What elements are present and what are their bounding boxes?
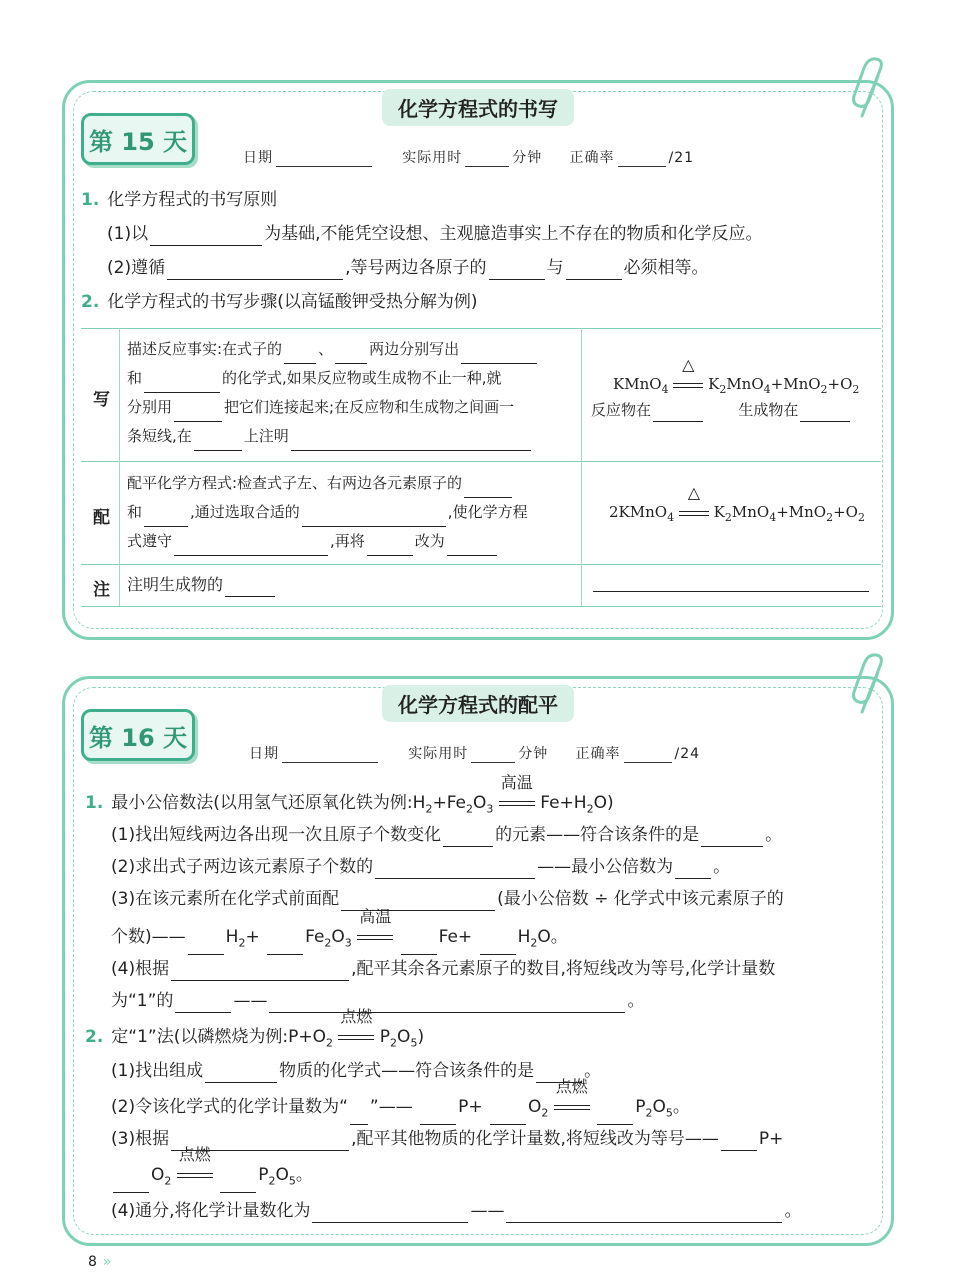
row-write-text: 描述反应事实:在式子的 、 两边分别写出 和 的化学式,如果反应物或生成物不止一种,就 分别用 把它们连接起来;在反应物和生成物之间画一 条短线,在 上注明	[127, 335, 539, 451]
q1-number: 1.	[81, 190, 100, 210]
heat-symbol: △	[682, 355, 695, 374]
blank[interactable]	[150, 227, 262, 246]
q2-number: 2.	[81, 292, 100, 312]
blank[interactable]	[597, 1106, 633, 1125]
q1-text: 化学方程式的书写原则	[107, 190, 278, 210]
table-row-divider	[81, 461, 881, 462]
blank[interactable]	[188, 936, 224, 955]
minutes-label: 分钟	[512, 150, 543, 166]
date-label: 日期	[243, 150, 273, 166]
blank[interactable]	[302, 508, 446, 527]
q1b-line: (2)遵循 ,等号两边各原子的 与 必须相等。	[107, 258, 709, 278]
q1b-line: (2)求出式子两边该元素原子个数的 ——最小公倍数为 。	[111, 857, 731, 877]
day16-title: 化学方程式的配平	[382, 685, 574, 722]
time-label: 实际用时	[402, 150, 463, 166]
row-note-text: 注明生成物的	[127, 573, 277, 597]
q2c2-line: $O_2$ 点燃 $P_2O_5$。	[111, 1163, 313, 1193]
blank[interactable]	[194, 432, 242, 451]
blank[interactable]	[291, 432, 531, 451]
paperclip-icon	[852, 56, 890, 124]
q2b-line: (2)令该化学式的化学计量数为“ ”—— $P+ O_2$ 点燃 $P_2O_5$。	[111, 1095, 690, 1125]
date-blank[interactable]	[276, 152, 372, 167]
blank[interactable]	[350, 1106, 368, 1125]
blank[interactable]	[464, 479, 512, 498]
date-blank[interactable]	[282, 748, 378, 763]
row-write-label: 写	[93, 390, 110, 410]
blank[interactable]	[267, 936, 303, 955]
table-bottom-border	[81, 606, 881, 607]
page-number: 8 »	[88, 1254, 112, 1270]
blank[interactable]	[401, 936, 437, 955]
day15-card	[62, 80, 894, 640]
blank[interactable]	[171, 962, 349, 981]
row-write-positions: 反应物在 生成物在	[591, 398, 852, 422]
accuracy-label: 正确率	[569, 150, 615, 166]
condition-label: 点燃	[178, 1145, 211, 1164]
q2a-line: (1)找出组成 物质的化学式——符合该条件的是 。	[111, 1061, 602, 1081]
q2d-line: (4)通分,将化学计量数化为 —— 。	[111, 1201, 802, 1221]
q1-heading	[81, 188, 277, 212]
blank[interactable]	[167, 261, 343, 280]
blank[interactable]	[506, 1204, 782, 1223]
blank[interactable]	[480, 936, 516, 955]
q1a-line: (1)找出短线两边各出现一次且原子个数变化 的元素——符合该条件的是 。	[111, 825, 783, 845]
blank[interactable]	[367, 537, 413, 556]
blank[interactable]	[225, 578, 275, 597]
day16-card	[62, 676, 894, 1246]
blank[interactable]	[447, 537, 497, 556]
table-col-divider	[119, 328, 120, 606]
accuracy-blank[interactable]	[624, 748, 672, 763]
q1e-line: (4)根据 ,配平其余各元素原子的数目,将短线改为等号,化学计量数	[111, 959, 776, 979]
blank[interactable]	[335, 345, 367, 364]
blank[interactable]	[701, 828, 763, 847]
condition-label: 高温	[500, 773, 533, 792]
time-blank[interactable]	[465, 152, 509, 167]
day16-badge: 第 16 天	[81, 709, 195, 761]
q1a-line: (1)以 为基础,不能凭空设想、主观臆造事实上不存在的物质和化学反应。	[107, 224, 763, 244]
q2c-line: (3)根据 ,配平其他物质的化学计量数,将短线改为等号—— P+	[111, 1129, 784, 1149]
blank[interactable]	[490, 1106, 526, 1125]
blank[interactable]	[675, 860, 711, 879]
row-balance-label: 配	[93, 508, 110, 528]
accuracy-total: /21	[668, 150, 695, 166]
row-note-label: 注	[93, 580, 110, 600]
heat-symbol: △	[687, 483, 701, 502]
blank[interactable]	[461, 345, 537, 364]
accuracy-label: 正确率	[575, 746, 621, 762]
blank[interactable]	[220, 1174, 256, 1193]
paperclip-icon	[852, 652, 890, 720]
blank[interactable]	[174, 537, 328, 556]
blank[interactable]	[489, 261, 545, 280]
blank[interactable]	[269, 994, 625, 1013]
blank[interactable]	[205, 1064, 277, 1083]
day16-meta	[249, 743, 700, 763]
blank[interactable]	[375, 860, 535, 879]
table-row-divider	[81, 564, 881, 565]
time-blank[interactable]	[471, 748, 515, 763]
condition-label: 高温	[359, 907, 392, 926]
accuracy-blank[interactable]	[618, 152, 666, 167]
q2-text: 化学方程式的书写步骤(以高锰酸钾受热分解为例)	[107, 292, 478, 312]
blank[interactable]	[284, 345, 316, 364]
blank[interactable]	[312, 1204, 468, 1223]
q1c-line: (3)在该元素所在化学式前面配 (最小公倍数 ÷ 化学式中该元素原子的	[111, 889, 784, 909]
accuracy-total: /24	[674, 746, 701, 762]
minutes-label: 分钟	[518, 746, 549, 762]
day15-badge: 第 15 天	[81, 113, 195, 165]
blank[interactable]	[420, 1106, 456, 1125]
table-top-border	[81, 328, 881, 329]
condition-label: 点燃	[555, 1077, 588, 1096]
chevron-right-icon: »	[102, 1254, 112, 1270]
blank[interactable]	[174, 403, 222, 422]
row-balance-text: 配平化学方程式:检查式子左、右两边各元素原子的 和 ,通过选取合适的 ,使化学方程 式遵守 ,再将 改为	[127, 469, 528, 556]
row-balance-equation: 2KMnO$_4$ △ $K_2MnO_4+MnO_2+O_2$	[609, 483, 865, 524]
blank[interactable]	[653, 403, 703, 422]
q1-heading: 1. 最小公倍数法(以用氢气还原氧化铁为例$:H_2+Fe_2O_3$ 高温 $Fe+H_2O$)	[85, 773, 614, 816]
time-label: 实际用时	[408, 746, 469, 762]
blank[interactable]	[800, 403, 850, 422]
blank[interactable]	[144, 374, 220, 393]
row-write-equation: KMnO$_4$ △ $K_2MnO_4+MnO_2+O_2$	[613, 355, 860, 396]
date-label: 日期	[249, 746, 279, 762]
q2-heading	[81, 290, 478, 314]
note-answer-line[interactable]	[593, 591, 869, 592]
day15-title: 化学方程式的书写	[382, 89, 574, 126]
blank[interactable]	[566, 261, 622, 280]
q2-heading: 2. 定“1”法(以磷燃烧为例$:P+O_2$ 点燃 $P_2O_5$)	[85, 1007, 425, 1050]
q1d-line: 个数)—— $H_2+ Fe_2O_3$ 高温 $Fe+ H_2O$。	[111, 925, 568, 955]
condition-label: 点燃	[340, 1007, 373, 1026]
blank[interactable]	[144, 508, 188, 527]
blank[interactable]	[721, 1132, 757, 1151]
day15-meta	[243, 147, 694, 167]
q1f-line: 为“1”的 —— 。	[111, 991, 645, 1011]
table-col-divider	[581, 328, 582, 606]
blank[interactable]	[443, 828, 493, 847]
blank[interactable]	[175, 994, 231, 1013]
blank[interactable]	[113, 1174, 149, 1193]
